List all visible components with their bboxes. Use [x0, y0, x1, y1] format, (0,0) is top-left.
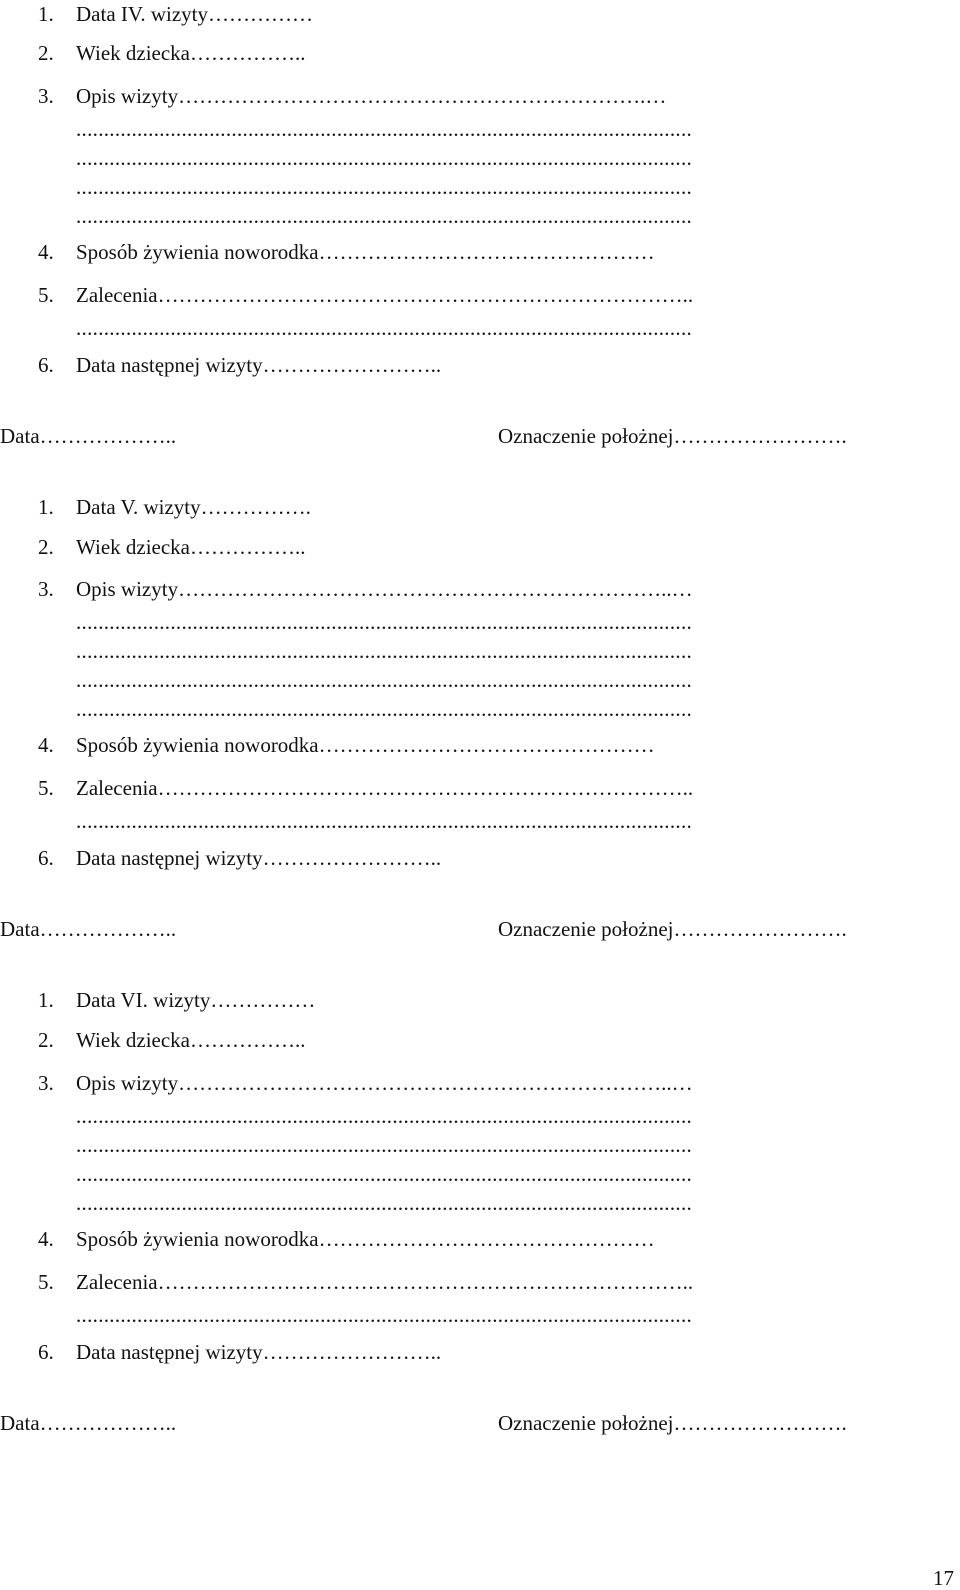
midwife-signature: Oznaczenie położnej……………………. [498, 917, 847, 941]
child-age-item: 2. Wiek dziecka…………….. [38, 535, 306, 559]
footer-date: Data……………….. [0, 424, 177, 448]
child-age-item: 2. Wiek dziecka…………….. [38, 41, 306, 65]
visit-description-item: 3. Opis wizyty………………………………………………………….… [38, 84, 667, 108]
visit-date-item: 1. Data VI. wizyty…………… [38, 988, 316, 1012]
page-number: 17 [933, 1566, 954, 1590]
visit-description-item: 3. Opis wizyty……………………………………………………………..… [38, 577, 693, 601]
child-age-item: 2. Wiek dziecka…………….. [38, 1028, 306, 1052]
dotted-line: ............................................................................................................... [76, 1104, 693, 1128]
next-visit-date-item: 6. Data następnej wizyty…………………….. [38, 353, 442, 377]
recommendations-item: 5. Zalecenia………………………………………………………………….. [38, 1270, 694, 1294]
footer-date: Data……………….. [0, 1411, 177, 1435]
page-number-row [0, 1542, 960, 1590]
feeding-method-item: 4. Sposób żywienia noworodka………………………………………… [38, 1227, 655, 1251]
signature-footer [0, 917, 960, 941]
dotted-line: ............................................................................................................... [76, 809, 693, 833]
feeding-method-item: 4. Sposób żywienia noworodka………………………………………… [38, 240, 655, 264]
recommendations-item: 5. Zalecenia………………………………………………………………….. [38, 776, 694, 800]
visit-date-item: 1. Data V. wizyty……………. [38, 495, 311, 519]
dotted-line: ............................................................................................................... [76, 1191, 693, 1215]
recommendations-item: 5. Zalecenia………………………………………………………………….. [38, 283, 694, 307]
signature-footer [0, 424, 960, 448]
signature-footer [0, 1411, 960, 1435]
midwife-signature: Oznaczenie położnej……………………. [498, 1411, 847, 1435]
visit-description-item: 3. Opis wizyty……………………………………………………………..… [38, 1071, 693, 1095]
dotted-line: ............................................................................................................... [76, 316, 693, 340]
dotted-line: ............................................................................................................... [76, 1162, 693, 1186]
feeding-method-item: 4. Sposób żywienia noworodka………………………………………… [38, 733, 655, 757]
dotted-line: ............................................................................................................... [76, 668, 693, 692]
midwife-signature: Oznaczenie położnej……………………. [498, 424, 847, 448]
dotted-line: ............................................................................................................... [76, 146, 693, 170]
next-visit-date-item: 6. Data następnej wizyty…………………….. [38, 1340, 442, 1364]
dotted-line: ............................................................................................................... [76, 1133, 693, 1157]
visit-date-item: 1. Data IV. wizyty…………… [38, 2, 313, 26]
footer-date: Data……………….. [0, 917, 177, 941]
dotted-line: ............................................................................................................... [76, 697, 693, 721]
dotted-line: ............................................................................................................... [76, 204, 693, 228]
next-visit-date-item: 6. Data następnej wizyty…………………….. [38, 846, 442, 870]
dotted-line: ............................................................................................................... [76, 175, 693, 199]
dotted-line: ............................................................................................................... [76, 639, 693, 663]
dotted-line: ............................................................................................................... [76, 610, 693, 634]
dotted-line: ............................................................................................................... [76, 1303, 693, 1327]
dotted-line: ............................................................................................................... [76, 117, 693, 141]
